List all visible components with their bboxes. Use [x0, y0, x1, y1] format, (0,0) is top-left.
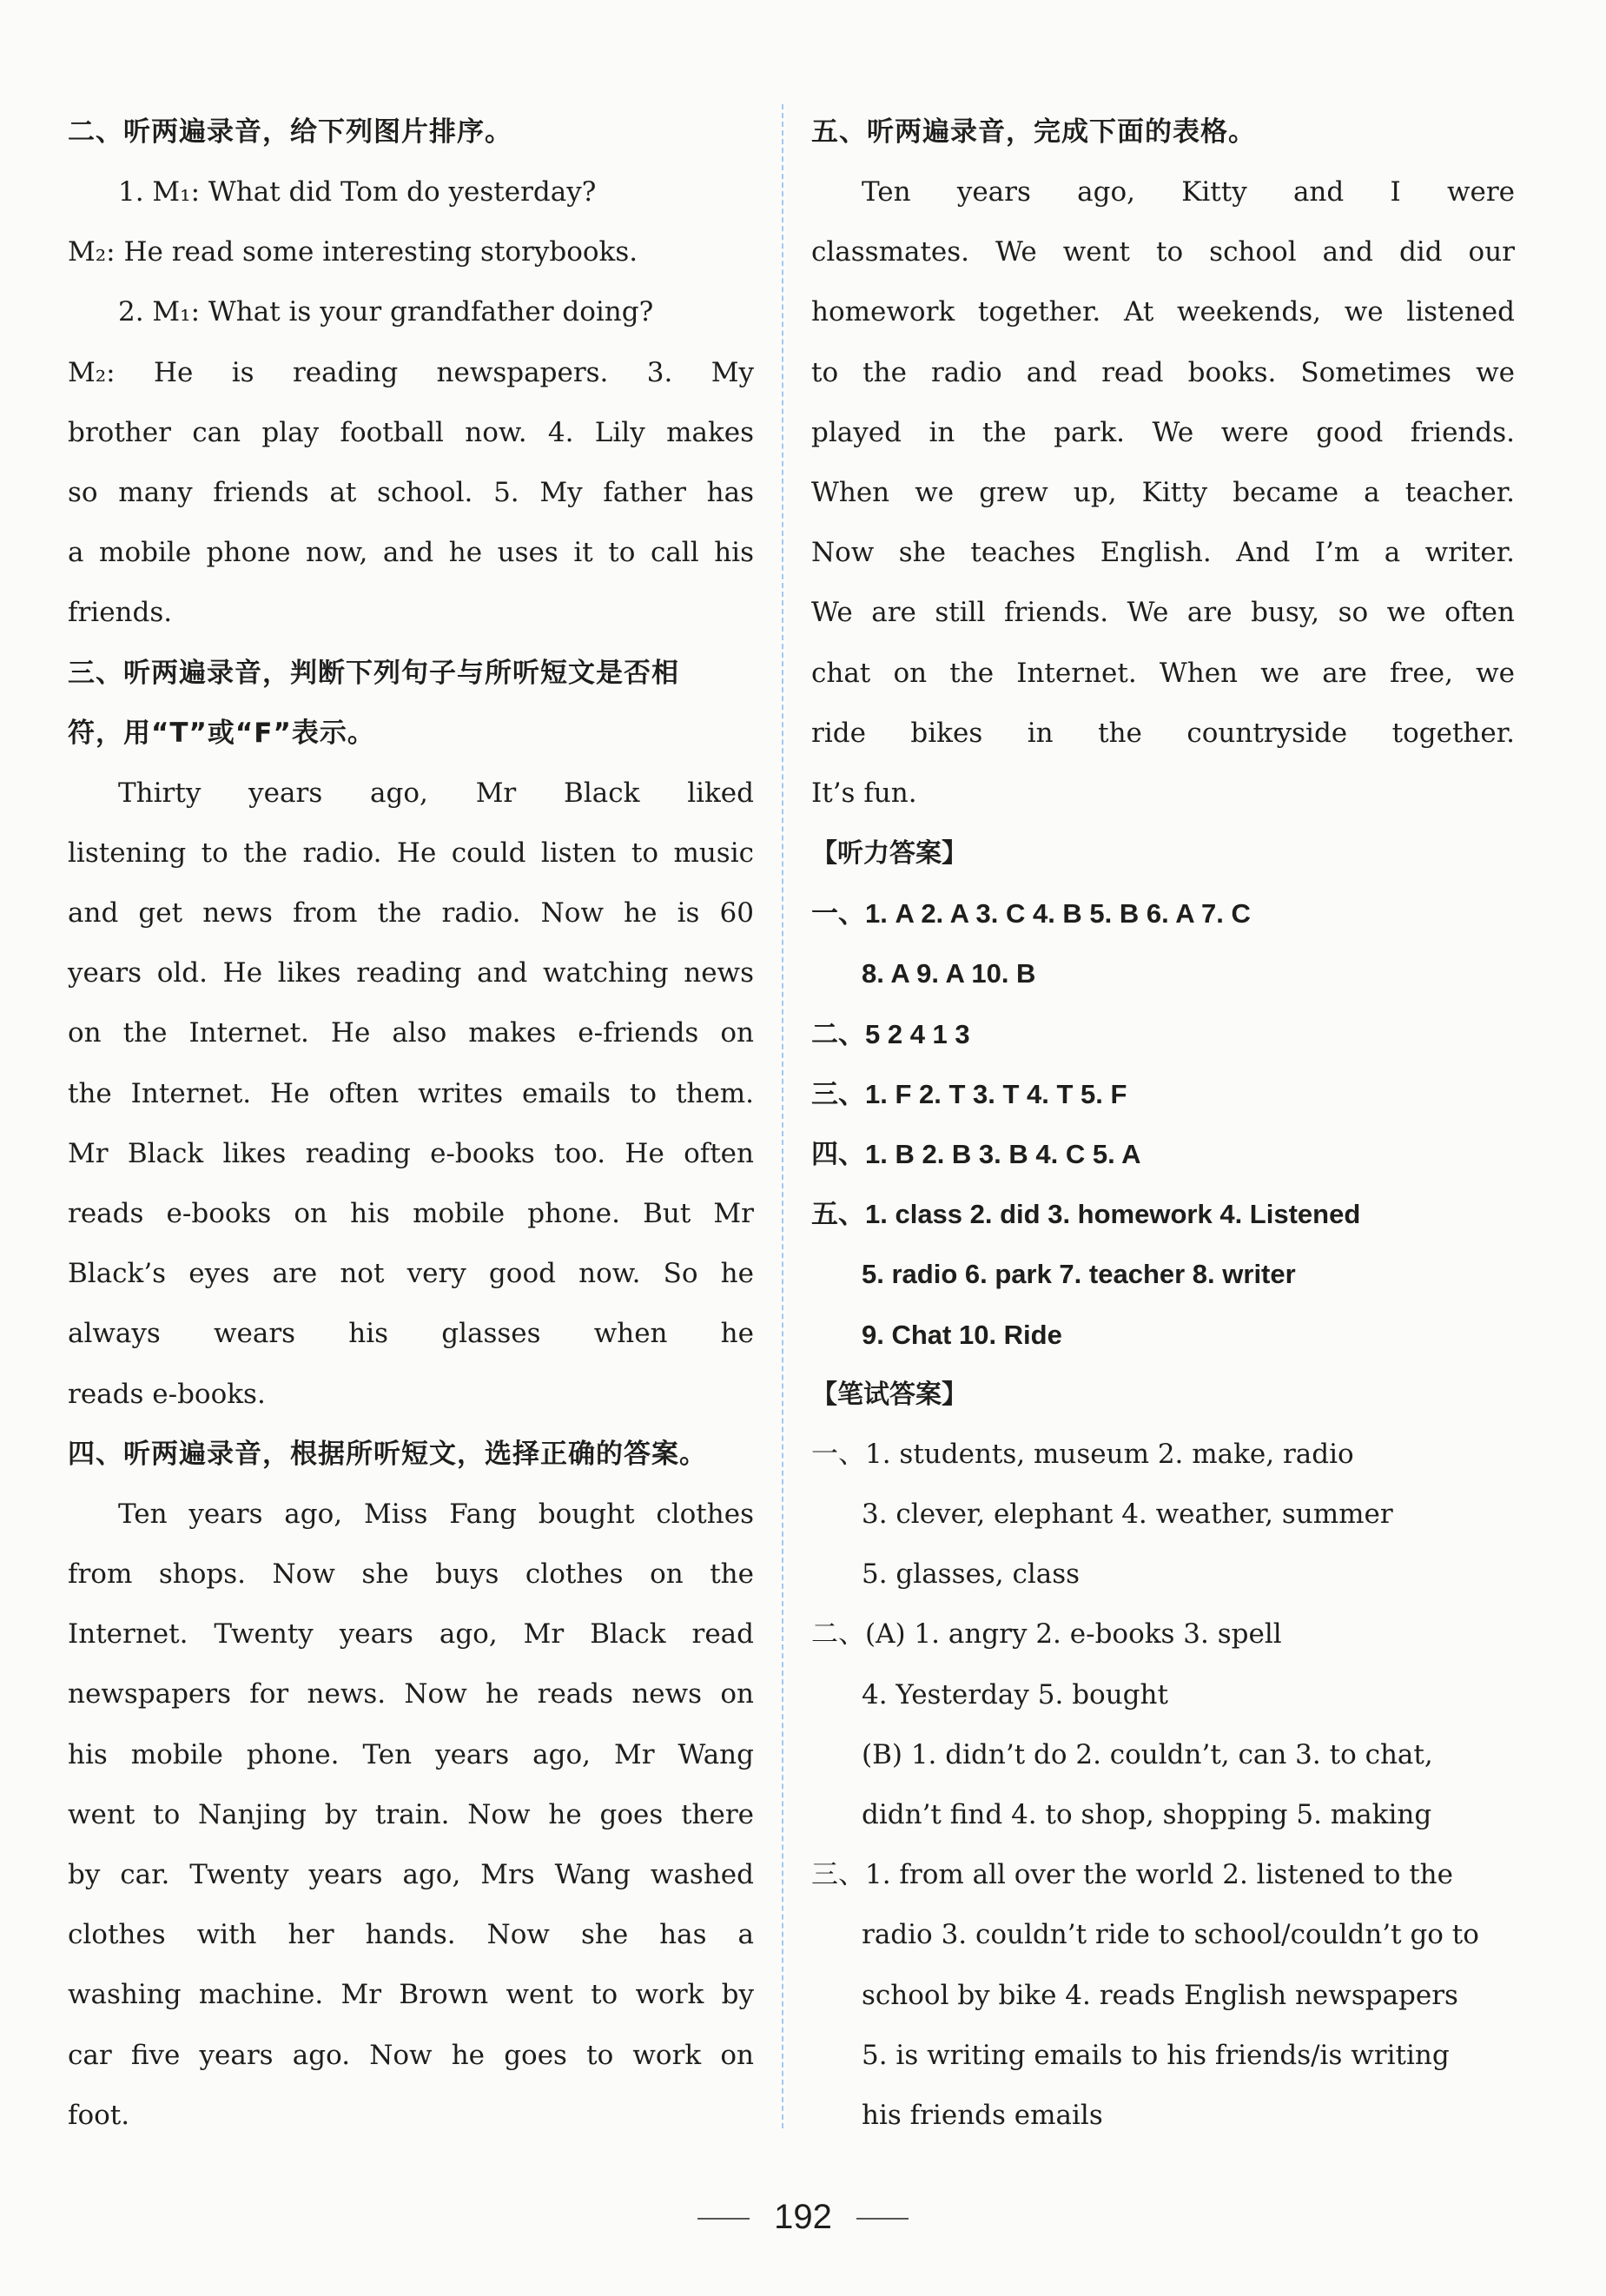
text-line: by car. Twenty years ago, Mrs Wang washed — [68, 1859, 754, 1891]
answer-line: 三、1. F 2. T 3. T 4. T 5. F — [811, 1078, 1127, 1109]
section-4-heading: 四、听两遍录音，根据所听短文，选择正确的答案。 — [68, 1438, 707, 1470]
text-line: Ten years ago, Kitty and I were — [862, 176, 1515, 208]
text-line: brother can play football now. 4. Lily makes — [68, 416, 754, 448]
section-3-heading-cont: 符，用“T”或“F”表示。 — [68, 717, 375, 749]
text-line: Black’s eyes are not very good now. So he — [68, 1258, 754, 1290]
text-line: clothes with her hands. Now she has a — [68, 1919, 754, 1951]
answer-line: 5. radio 6. park 7. teacher 8. writer — [862, 1259, 1296, 1290]
page-number-dash-right — [856, 2218, 909, 2220]
text-line: to the radio and read books. Sometimes we — [811, 356, 1515, 388]
text-line: M₂: He read some interesting storybooks. — [68, 236, 638, 268]
answer-line: 4. Yesterday 5. bought — [862, 1678, 1168, 1710]
page-number-value: 192 — [774, 2198, 832, 2236]
text-line: car five years ago. Now he goes to work on — [68, 2039, 754, 2071]
page-number-dash-left — [697, 2218, 750, 2220]
answer-line: his friends emails — [862, 2100, 1103, 2132]
written-answers-label: 【笔试答案】 — [811, 1379, 968, 1410]
text-line: went to Nanjing by train. Now he goes there — [68, 1798, 754, 1830]
text-line: so many friends at school. 5. My father has — [68, 477, 754, 509]
text-line: Thirty years ago, Mr Black liked — [118, 777, 754, 809]
answer-line: 一、1. students, museum 2. make, radio — [811, 1438, 1354, 1470]
section-2-heading: 二、听两遍录音，给下列图片排序。 — [68, 116, 512, 148]
text-line: and get news from the radio. Now he is 60 — [68, 897, 754, 930]
text-line: When we grew up, Kitty became a teacher. — [811, 477, 1515, 509]
listening-answers-label: 【听力答案】 — [811, 838, 968, 870]
text-line: his mobile phone. Ten years ago, Mr Wang — [68, 1738, 754, 1770]
text-line: reads e-books on his mobile phone. But Mr — [68, 1198, 754, 1230]
text-line: ride bikes in the countryside together. — [811, 717, 1515, 749]
section-5-heading: 五、听两遍录音，完成下面的表格。 — [811, 116, 1256, 148]
section-3-heading: 三、听两遍录音，判断下列句子与所听短文是否相 — [68, 657, 679, 689]
answer-line: radio 3. couldn’t ride to school/couldn’t go to — [862, 1919, 1479, 1951]
answer-line: 四、1. B 2. B 3. B 4. C 5. A — [811, 1139, 1141, 1170]
text-line: 1. M₁: What did Tom do yesterday? — [118, 176, 597, 208]
text-line: 2. M₁: What is your grandfather doing? — [118, 296, 654, 328]
text-line: a mobile phone now, and he uses it to call his — [68, 537, 754, 569]
answer-line: 8. A 9. A 10. B — [862, 958, 1036, 989]
text-line: on the Internet. He also makes e-friends on — [68, 1017, 754, 1049]
text-line: listening to the radio. He could listen to music — [68, 837, 754, 869]
answer-line: 5. is writing emails to his friends/is writing — [862, 2039, 1450, 2071]
text-line: played in the park. We were good friends. — [811, 416, 1515, 448]
text-line: reads e-books. — [68, 1378, 266, 1410]
answer-line: 9. Chat 10. Ride — [862, 1319, 1062, 1350]
text-line: Ten years ago, Miss Fang bought clothes — [118, 1498, 754, 1530]
text-line: chat on the Internet. When we are free, we — [811, 657, 1515, 689]
answer-line: 二、5 2 4 1 3 — [811, 1018, 970, 1049]
text-line: washing machine. Mr Brown went to work by — [68, 1979, 754, 2011]
text-line: Now she teaches English. And I’m a writer. — [811, 537, 1515, 569]
answer-line: 五、1. class 2. did 3. homework 4. Listened — [811, 1199, 1361, 1230]
page-number — [0, 2198, 1606, 2237]
answer-line: 3. clever, elephant 4. weather, summer — [862, 1499, 1393, 1531]
answer-line: didn’t find 4. to shop, shopping 5. making — [862, 1799, 1432, 1831]
left-column — [68, 103, 754, 2146]
text-line: We are still friends. We are busy, so we often — [811, 597, 1515, 629]
text-line: the Internet. He often writes emails to them. — [68, 1077, 754, 1109]
answer-line: school by bike 4. reads English newspapers — [862, 1979, 1458, 2011]
text-line: foot. — [68, 2099, 130, 2131]
answer-line: 一、1. A 2. A 3. C 4. B 5. B 6. A 7. C — [811, 898, 1251, 930]
answer-line: 三、1. from all over the world 2. listened to the — [811, 1859, 1453, 1891]
right-column — [811, 103, 1515, 2146]
text-line: Mr Black likes reading e-books too. He often — [68, 1137, 754, 1169]
answer-line: (B) 1. didn’t do 2. couldn’t, can 3. to chat, — [862, 1738, 1433, 1770]
text-line: friends. — [68, 597, 173, 629]
text-line: always wears his glasses when he — [68, 1318, 754, 1350]
text-line: It’s fun. — [811, 777, 917, 810]
text-line: M₂: He is reading newspapers. 3. My — [68, 356, 754, 388]
answer-line: 二、(A) 1. angry 2. e-books 3. spell — [811, 1618, 1282, 1651]
text-line: Internet. Twenty years ago, Mr Black read — [68, 1618, 754, 1651]
text-line: years old. He likes reading and watching news — [68, 957, 754, 989]
text-line: newspapers for news. Now he reads news on — [68, 1678, 754, 1710]
text-line: homework together. At weekends, we listened — [811, 296, 1515, 328]
text-line: classmates. We went to school and did our — [811, 236, 1515, 268]
answer-line: 5. glasses, class — [862, 1558, 1081, 1591]
text-line: from shops. Now she buys clothes on the — [68, 1558, 754, 1591]
column-divider — [782, 104, 783, 2128]
